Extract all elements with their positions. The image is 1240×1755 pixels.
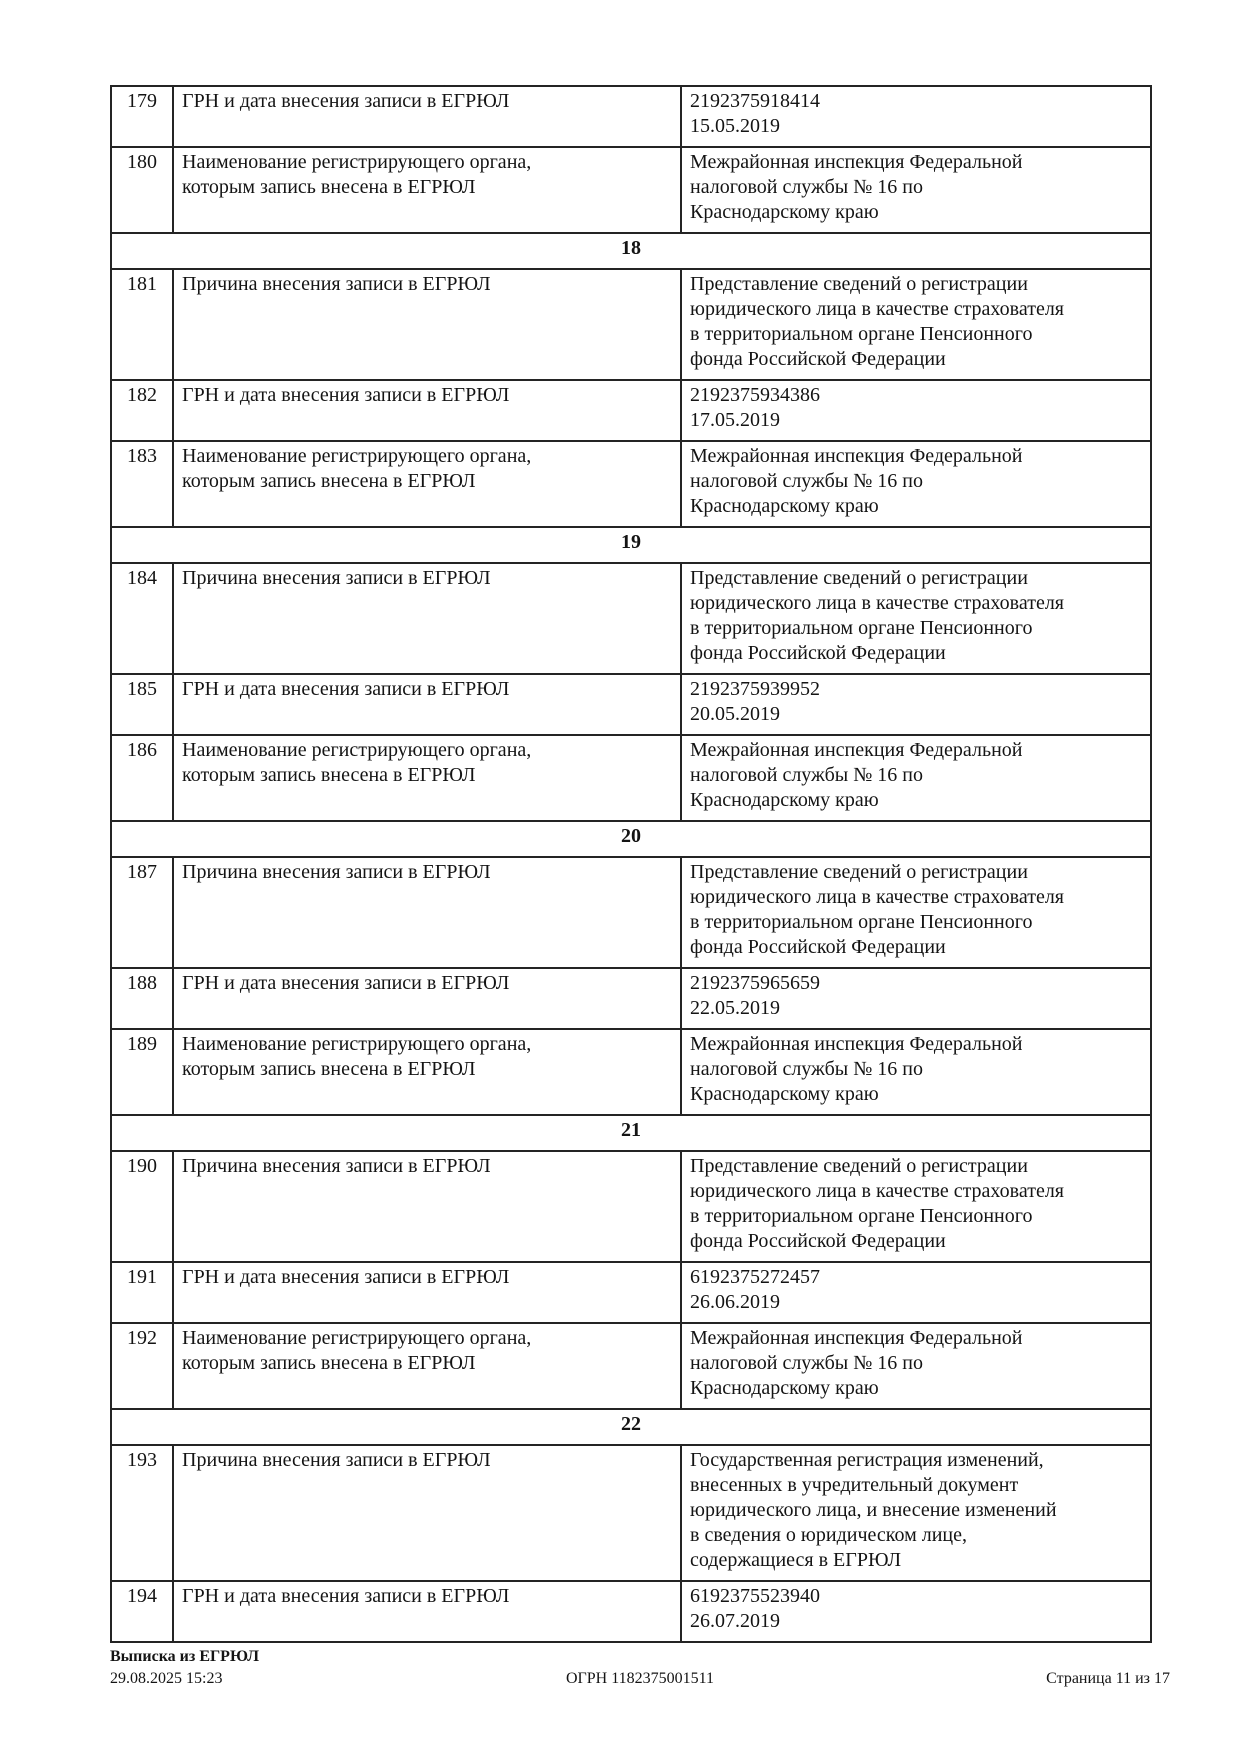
- attribute-value-line: 6192375272457: [690, 1266, 820, 1288]
- row-number: 187: [111, 857, 173, 968]
- attribute-label-cell: [173, 269, 681, 380]
- attribute-value-line: 15.05.2019: [690, 115, 780, 137]
- row-number: 191: [111, 1262, 173, 1323]
- attribute-value-line: Межрайонная инспекция Федеральной: [690, 739, 1023, 761]
- row-number: 192: [111, 1323, 173, 1409]
- attribute-label-cell: [173, 1445, 681, 1581]
- attribute-value-line: 22.05.2019: [690, 997, 780, 1019]
- attribute-value-line: в территориальном органе Пенсионного: [690, 911, 1033, 933]
- attribute-value-cell: [681, 857, 1151, 968]
- section-row: [111, 1115, 1151, 1151]
- row-number: 186: [111, 735, 173, 821]
- record-row: [111, 674, 1151, 735]
- attribute-value-line: Краснодарскому краю: [690, 789, 879, 811]
- row-number: 185: [111, 674, 173, 735]
- attribute-label-cell: [173, 1151, 681, 1262]
- attribute-value-line: Представление сведений о регистрации: [690, 567, 1028, 589]
- attribute-label-line: Причина внесения записи в ЕГРЮЛ: [182, 273, 491, 295]
- attribute-value-cell: [681, 380, 1151, 441]
- attribute-label-line: Причина внесения записи в ЕГРЮЛ: [182, 567, 491, 589]
- attribute-label-line: которым запись внесена в ЕГРЮЛ: [182, 1352, 476, 1374]
- attribute-value-cell: [681, 1262, 1151, 1323]
- record-row: [111, 86, 1151, 147]
- attribute-label-cell: [173, 147, 681, 233]
- page-footer: [110, 1646, 1170, 1690]
- section-number: 20: [111, 821, 1151, 857]
- section-row: [111, 527, 1151, 563]
- attribute-value-line: юридического лица, и внесение изменений: [690, 1499, 1057, 1521]
- attribute-label-line: которым запись внесена в ЕГРЮЛ: [182, 470, 476, 492]
- attribute-value-line: Краснодарскому краю: [690, 495, 879, 517]
- attribute-value-cell: [681, 441, 1151, 527]
- section-number: 22: [111, 1409, 1151, 1445]
- attribute-label-cell: [173, 1029, 681, 1115]
- record-row: [111, 441, 1151, 527]
- row-number: 182: [111, 380, 173, 441]
- attribute-label-line: Причина внесения записи в ЕГРЮЛ: [182, 1449, 491, 1471]
- attribute-label-line: Причина внесения записи в ЕГРЮЛ: [182, 861, 491, 883]
- attribute-value-line: 2192375939952: [690, 678, 820, 700]
- attribute-value-line: 20.05.2019: [690, 703, 780, 725]
- section-number: 19: [111, 527, 1151, 563]
- row-number: 188: [111, 968, 173, 1029]
- attribute-value-line: юридического лица в качестве страхователя: [690, 592, 1065, 614]
- attribute-label-cell: [173, 441, 681, 527]
- attribute-value-line: 2192375965659: [690, 972, 820, 994]
- row-number: 193: [111, 1445, 173, 1581]
- attribute-value-line: фонда Российской Федерации: [690, 936, 946, 958]
- row-number: 189: [111, 1029, 173, 1115]
- attribute-value-line: в сведения о юридическом лице,: [690, 1524, 967, 1546]
- attribute-label-cell: [173, 674, 681, 735]
- attribute-label-line: ГРН и дата внесения записи в ЕГРЮЛ: [182, 1266, 510, 1288]
- attribute-value-line: 26.06.2019: [690, 1291, 780, 1313]
- attribute-value-line: Представление сведений о регистрации: [690, 861, 1028, 883]
- attribute-label-cell: [173, 1581, 681, 1642]
- section-row: [111, 1409, 1151, 1445]
- attribute-value-line: в территориальном органе Пенсионного: [690, 617, 1033, 639]
- attribute-label-line: которым запись внесена в ЕГРЮЛ: [182, 764, 476, 786]
- record-row: [111, 380, 1151, 441]
- attribute-value-line: 17.05.2019: [690, 409, 780, 431]
- attribute-value-cell: [681, 1581, 1151, 1642]
- attribute-value-line: Межрайонная инспекция Федеральной: [690, 151, 1023, 173]
- attribute-value-cell: [681, 1323, 1151, 1409]
- attribute-value-cell: [681, 735, 1151, 821]
- attribute-value-cell: [681, 269, 1151, 380]
- attribute-label-cell: [173, 563, 681, 674]
- attribute-value-line: 2192375934386: [690, 384, 820, 406]
- attribute-value-cell: [681, 1445, 1151, 1581]
- attribute-label-line: ГРН и дата внесения записи в ЕГРЮЛ: [182, 1585, 510, 1607]
- row-number: 181: [111, 269, 173, 380]
- record-row: [111, 1029, 1151, 1115]
- attribute-value-line: фонда Российской Федерации: [690, 1230, 946, 1252]
- attribute-value-line: 2192375918414: [690, 90, 820, 112]
- attribute-label-cell: [173, 1262, 681, 1323]
- record-row: [111, 269, 1151, 380]
- attribute-label-line: Наименование регистрирующего органа,: [182, 445, 532, 467]
- attribute-value-line: юридического лица в качестве страхователя: [690, 886, 1065, 908]
- attribute-value-cell: [681, 563, 1151, 674]
- attribute-value-cell: [681, 147, 1151, 233]
- record-row: [111, 1262, 1151, 1323]
- record-row: [111, 1151, 1151, 1262]
- section-row: [111, 233, 1151, 269]
- attribute-value-cell: [681, 86, 1151, 147]
- footer-ogrn: ОГРН 1182375001511: [565, 1670, 715, 1687]
- attribute-label-cell: [173, 968, 681, 1029]
- record-row: [111, 1323, 1151, 1409]
- attribute-value-cell: [681, 968, 1151, 1029]
- row-number: 179: [111, 86, 173, 147]
- attribute-label-line: которым запись внесена в ЕГРЮЛ: [182, 176, 476, 198]
- attribute-value-line: налоговой службы № 16 по: [690, 764, 923, 786]
- attribute-value-line: Представление сведений о регистрации: [690, 273, 1028, 295]
- row-number: 184: [111, 563, 173, 674]
- attribute-value-cell: [681, 1029, 1151, 1115]
- attribute-value-line: Краснодарскому краю: [690, 201, 879, 223]
- attribute-value-line: Межрайонная инспекция Федеральной: [690, 1327, 1023, 1349]
- attribute-value-line: в территориальном органе Пенсионного: [690, 323, 1033, 345]
- attribute-label-cell: [173, 1323, 681, 1409]
- section-row: [111, 821, 1151, 857]
- attribute-value-cell: [681, 674, 1151, 735]
- attribute-label-cell: [173, 735, 681, 821]
- attribute-value-line: в территориальном органе Пенсионного: [690, 1205, 1033, 1227]
- attribute-label-line: ГРН и дата внесения записи в ЕГРЮЛ: [182, 90, 510, 112]
- attribute-value-line: налоговой службы № 16 по: [690, 470, 923, 492]
- attribute-label-line: Наименование регистрирующего органа,: [182, 1033, 532, 1055]
- attribute-value-line: Краснодарскому краю: [690, 1083, 879, 1105]
- attribute-value-line: содержащиеся в ЕГРЮЛ: [690, 1549, 902, 1571]
- attribute-value-cell: [681, 1151, 1151, 1262]
- attribute-value-line: налоговой службы № 16 по: [690, 1352, 923, 1374]
- section-number: 21: [111, 1115, 1151, 1151]
- egrul-records-table: [110, 85, 1152, 1643]
- attribute-value-line: Межрайонная инспекция Федеральной: [690, 445, 1023, 467]
- attribute-value-line: Краснодарскому краю: [690, 1377, 879, 1399]
- section-number: 18: [111, 233, 1151, 269]
- footer-datetime: 29.08.2025 15:23: [110, 1670, 223, 1687]
- attribute-value-line: 26.07.2019: [690, 1610, 780, 1632]
- attribute-value-line: внесенных в учредительный документ: [690, 1474, 1019, 1496]
- attribute-value-line: налоговой службы № 16 по: [690, 176, 923, 198]
- attribute-value-line: фонда Российской Федерации: [690, 348, 946, 370]
- attribute-value-line: Межрайонная инспекция Федеральной: [690, 1033, 1023, 1055]
- attribute-label-line: Причина внесения записи в ЕГРЮЛ: [182, 1155, 491, 1177]
- attribute-value-line: юридического лица в качестве страхователя: [690, 1180, 1065, 1202]
- footer-doc-title: Выписка из ЕГРЮЛ: [110, 1648, 260, 1665]
- attribute-value-line: фонда Российской Федерации: [690, 642, 946, 664]
- attribute-label-cell: [173, 86, 681, 147]
- record-row: [111, 857, 1151, 968]
- attribute-label-cell: [173, 857, 681, 968]
- row-number: 180: [111, 147, 173, 233]
- record-row: [111, 968, 1151, 1029]
- attribute-label-line: ГРН и дата внесения записи в ЕГРЮЛ: [182, 678, 510, 700]
- attribute-value-line: Государственная регистрация изменений,: [690, 1449, 1044, 1471]
- attribute-value-line: юридического лица в качестве страхователя: [690, 298, 1065, 320]
- attribute-value-line: налоговой службы № 16 по: [690, 1058, 923, 1080]
- attribute-label-line: Наименование регистрирующего органа,: [182, 151, 532, 173]
- record-row: [111, 147, 1151, 233]
- record-row: [111, 735, 1151, 821]
- attribute-value-line: Представление сведений о регистрации: [690, 1155, 1028, 1177]
- attribute-label-line: Наименование регистрирующего органа,: [182, 1327, 532, 1349]
- row-number: 190: [111, 1151, 173, 1262]
- row-number: 183: [111, 441, 173, 527]
- footer-page-number: Страница 11 из 17: [1046, 1670, 1170, 1687]
- attribute-value-line: 6192375523940: [690, 1585, 820, 1607]
- record-row: [111, 1445, 1151, 1581]
- egrul-table-body: [111, 86, 1151, 1642]
- attribute-label-line: ГРН и дата внесения записи в ЕГРЮЛ: [182, 384, 510, 406]
- attribute-label-cell: [173, 380, 681, 441]
- attribute-label-line: ГРН и дата внесения записи в ЕГРЮЛ: [182, 972, 510, 994]
- attribute-label-line: Наименование регистрирующего органа,: [182, 739, 532, 761]
- record-row: [111, 1581, 1151, 1642]
- attribute-label-line: которым запись внесена в ЕГРЮЛ: [182, 1058, 476, 1080]
- record-row: [111, 563, 1151, 674]
- row-number: 194: [111, 1581, 173, 1642]
